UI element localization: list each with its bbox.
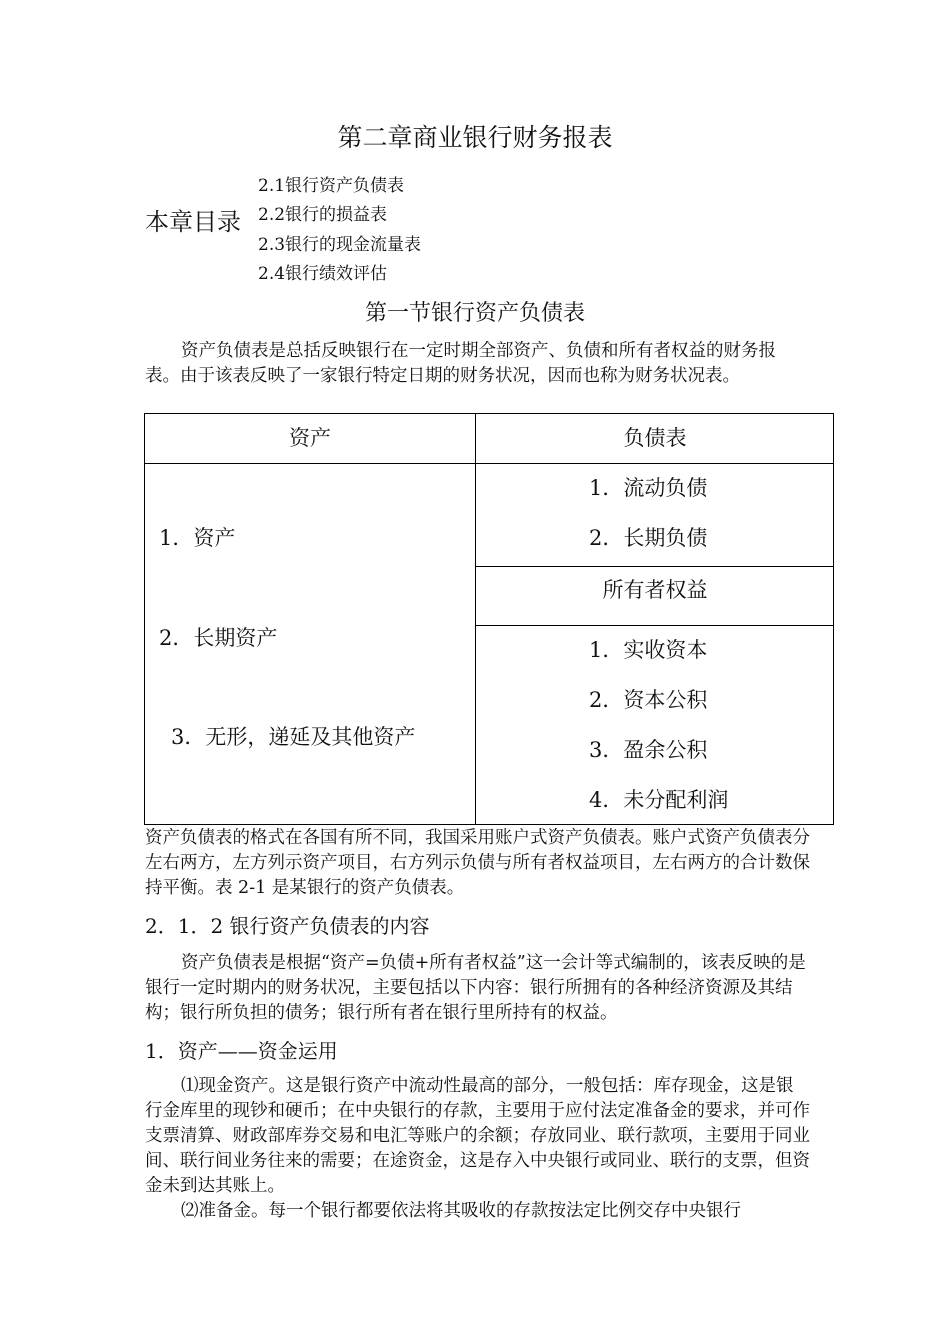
toc-item: 2.1银行资产负债表 bbox=[258, 176, 405, 196]
header-liabilities: 负债表 bbox=[623, 426, 687, 450]
assets-heading: 1．资产——资金运用 bbox=[145, 1039, 338, 1063]
content-paragraph bbox=[145, 951, 810, 1026]
liability-item: 2．长期负债 bbox=[589, 526, 708, 550]
table-divider bbox=[475, 414, 476, 825]
table-rule bbox=[475, 625, 833, 626]
format-paragraph bbox=[145, 826, 810, 901]
asset-item: 2．长期资产 bbox=[159, 626, 278, 650]
cash-text: ⑴现金资产。这是银行资产中流动性最高的部分，一般包括：库存现金，这是银行金库里的现钞和硬币；在中央银行的存款，主要用于应付法定准备金的要求，并可作支票清算、财政部库券交易和电汇等账户的余额；存放同业、联行款项，主要用于同业间、联行间业务往来的需要；在途资金，这是存入中央银行或同业、联行的支票，但资金未到达其账上。 bbox=[145, 1076, 810, 1196]
intro-text: 资产负债表是总括反映银行在一定时期全部资产、负债和所有者权益的财务报表。由于该表反映了一家银行特定日期的财务状况，因而也称为财务状况表。 bbox=[145, 341, 776, 386]
equity-item: 2．资本公积 bbox=[589, 688, 708, 712]
balance-sheet-table bbox=[144, 413, 834, 825]
equity-item: 4．未分配利润 bbox=[589, 788, 729, 812]
table-rule bbox=[475, 566, 833, 567]
sub-heading: 2．1．2 银行资产负债表的内容 bbox=[145, 914, 430, 938]
cash-paragraph bbox=[145, 1074, 810, 1199]
content-text: 资产负债表是根据“资产=负债+所有者权益”这一会计等式编制的，该表反映的是银行一定时期内的财务状况，主要包括以下内容：银行所拥有的各种经济资源及其结构；银行所负担的债务；银行所有者在银行里所持有的权益。 bbox=[145, 953, 806, 1023]
toc-item: 2.4银行绩效评估 bbox=[258, 264, 388, 284]
equity-item: 3．盈余公积 bbox=[589, 738, 708, 762]
section-title: 第一节银行资产负债表 bbox=[364, 301, 585, 326]
asset-item: 3．无形，递延及其他资产 bbox=[171, 725, 416, 749]
format-text: 资产负债表的格式在各国有所不同，我国采用账户式资产负债表。账户式资产负债表分左右两方，左方列示资产项目，右方列示负债与所有者权益项目，左右两方的合计数保持平衡。表 2-1 是某银行的资产负债表。 bbox=[145, 828, 810, 898]
toc-label: 本章目录 bbox=[145, 208, 241, 236]
equity-header: 所有者权益 bbox=[602, 578, 708, 602]
intro-paragraph bbox=[145, 339, 810, 389]
toc-item: 2.3银行的现金流量表 bbox=[258, 235, 422, 255]
chapter-title: 第二章商业银行财务报表 bbox=[337, 123, 613, 152]
toc-item: 2.2银行的损益表 bbox=[258, 205, 388, 225]
liability-item: 1．流动负债 bbox=[589, 476, 708, 500]
equity-item: 1．实收资本 bbox=[589, 638, 708, 662]
table-rule bbox=[145, 463, 833, 464]
reserve-text: ⑵准备金。每一个银行都要依法将其吸收的存款按法定比例交存中央银行 bbox=[181, 1201, 741, 1221]
header-assets: 资产 bbox=[289, 426, 331, 450]
reserve-paragraph bbox=[145, 1199, 810, 1224]
asset-item: 1．资产 bbox=[159, 526, 236, 550]
